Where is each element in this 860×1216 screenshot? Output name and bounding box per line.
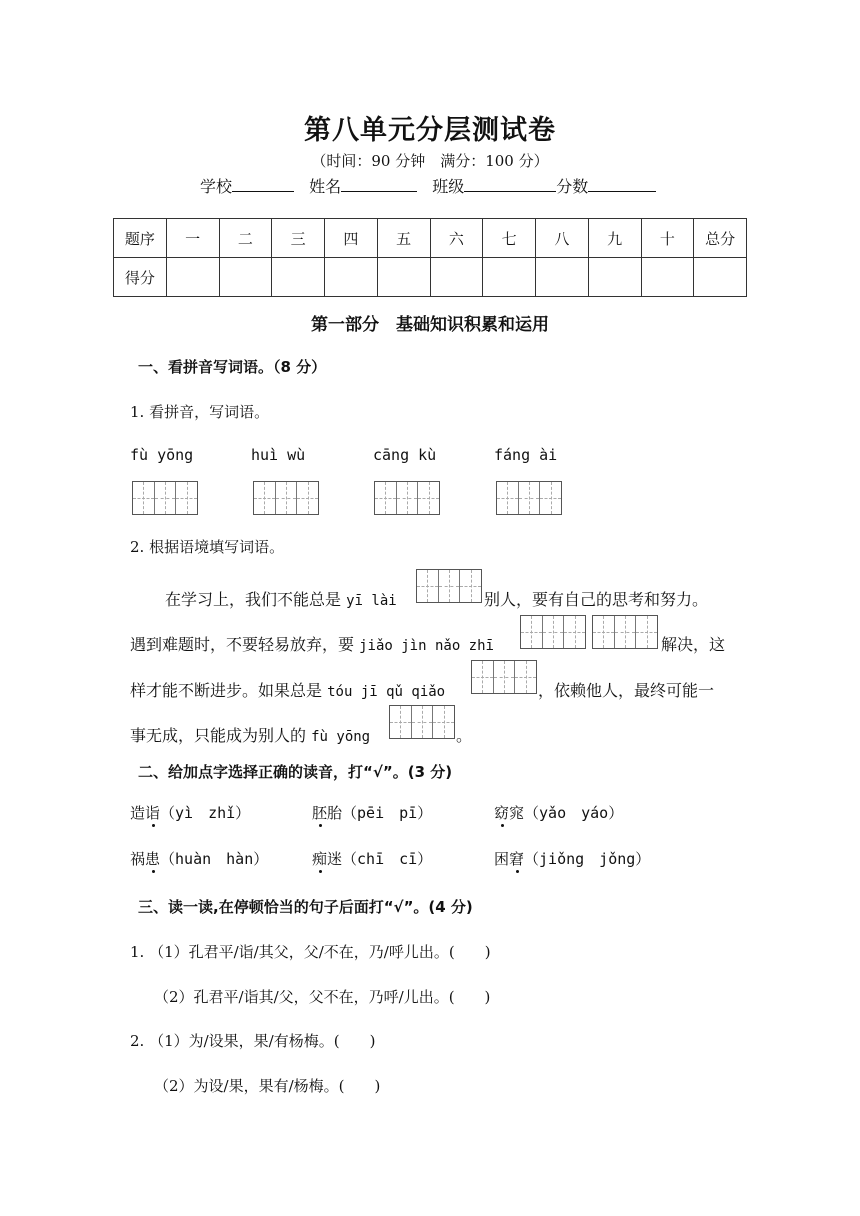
score-cell[interactable] — [694, 258, 747, 297]
writing-grid[interactable] — [416, 569, 482, 603]
context-pinyin: fù yōng — [311, 729, 371, 745]
dotted-character: 患 — [145, 850, 161, 868]
pause-choice-line[interactable]: 2. （1）为/设果，果/有杨梅。( ) — [130, 1032, 376, 1050]
writing-grid[interactable] — [520, 615, 586, 649]
context-text: 解决，这 — [661, 635, 726, 654]
pronunciation-options[interactable]: （chī cī） — [342, 850, 433, 868]
pause-choice-line[interactable]: （2）孔君平/诣其/父，父不在，乃呼/儿出。( ) — [154, 988, 491, 1006]
pinyin-prompt: cāng kù — [373, 446, 437, 464]
school-blank[interactable] — [232, 175, 294, 192]
context-paragraph-line — [165, 588, 397, 613]
score-cell[interactable] — [588, 258, 641, 297]
score-cell[interactable] — [166, 258, 219, 297]
score-cell[interactable] — [219, 258, 272, 297]
score-row-label: 得分 — [114, 258, 167, 297]
pronunciation-options[interactable]: （yì zhǐ） — [160, 804, 251, 822]
score-cell[interactable] — [641, 258, 694, 297]
score-table-header-cell: 七 — [483, 219, 536, 258]
pronunciation-item: 痴迷（chī cī） — [312, 850, 433, 868]
writing-grid[interactable] — [253, 481, 319, 515]
context-text: 。 — [456, 726, 473, 745]
pronunciation-item: 窈窕（yǎo yáo） — [494, 804, 624, 822]
context-pinyin: jiǎo jìn nǎo zhī — [359, 638, 494, 654]
score-cell[interactable] — [483, 258, 536, 297]
context-text: 别人，要有自己的思考和努力。 — [484, 590, 709, 609]
dotted-character: 痴 — [312, 850, 328, 868]
pronunciation-options[interactable]: （pēi pī） — [342, 804, 433, 822]
score-table-header-cell: 八 — [536, 219, 589, 258]
score-cell[interactable] — [325, 258, 378, 297]
score-label: 分数 — [556, 177, 589, 196]
context-paragraph-line — [130, 679, 445, 704]
score-table-header-cell: 六 — [430, 219, 483, 258]
dotted-character: 胚 — [312, 804, 328, 822]
score-table-header-cell: 二 — [219, 219, 272, 258]
pause-choice-line[interactable]: 1. （1）孔君平/诣/其父，父/不在，乃/呼儿出。( ) — [130, 943, 491, 961]
pinyin-prompt: huì wù — [251, 446, 306, 464]
section-one-heading: 一、看拼音写词语。（8 分） — [138, 358, 327, 376]
writing-grid[interactable] — [389, 705, 455, 739]
pronunciation-options[interactable]: （yǎo yáo） — [524, 804, 624, 822]
section-three-heading: 三、读一读,在停顿恰当的句子后面打“√”。(4 分) — [138, 898, 473, 916]
context-paragraph-line — [130, 724, 370, 749]
name-blank[interactable] — [341, 175, 417, 192]
score-table-header-cell: 五 — [377, 219, 430, 258]
score-table-header-cell: 总分 — [694, 219, 747, 258]
pinyin-prompt: fáng ài — [494, 446, 558, 464]
context-text: 事无成，只能成为别人的 — [130, 726, 307, 745]
dotted-character: 窘 — [509, 850, 525, 868]
question-one-one: 1. 看拼音，写词语。 — [130, 403, 270, 421]
writing-grid[interactable] — [374, 481, 440, 515]
score-cell[interactable] — [536, 258, 589, 297]
context-pinyin: tóu jī qǔ qiǎo — [327, 684, 446, 700]
school-label: 学校 — [200, 177, 233, 196]
context-text: 在学习上，我们不能总是 — [165, 590, 342, 609]
question-one-two: 2. 根据语境填写词语。 — [130, 538, 285, 556]
pause-choice-line[interactable]: （2）为设/果，果有/杨梅。( ) — [154, 1077, 381, 1095]
pinyin-prompt: fù yōng — [130, 446, 194, 464]
context-text: ，依赖他人，最终可能一 — [538, 681, 715, 700]
part-one-heading: 第一部分 基础知识积累和运用 — [311, 315, 549, 335]
score-table-header-cell: 九 — [588, 219, 641, 258]
score-table-header-cell: 十 — [641, 219, 694, 258]
pronunciation-options[interactable]: （huàn hàn） — [160, 850, 269, 868]
class-blank[interactable] — [464, 175, 556, 192]
writing-grid[interactable] — [471, 660, 537, 694]
score-table-header-cell: 一 — [166, 219, 219, 258]
pronunciation-item: 困窘（jiǒng jǒng） — [494, 850, 651, 868]
score-table-header-cell: 题序 — [114, 219, 167, 258]
writing-grid[interactable] — [496, 481, 562, 515]
class-label: 班级 — [432, 177, 465, 196]
score-table — [113, 218, 747, 297]
writing-grid[interactable] — [132, 481, 198, 515]
pronunciation-item: 胚胎（pēi pī） — [312, 804, 433, 822]
context-text: 遇到难题时，不要轻易放弃，要 — [130, 635, 355, 654]
score-blank[interactable] — [588, 175, 656, 192]
pronunciation-options[interactable]: （jiǒng jǒng） — [524, 850, 651, 868]
score-table-header-cell: 三 — [272, 219, 325, 258]
dotted-character: 窈 — [494, 804, 510, 822]
score-cell[interactable] — [272, 258, 325, 297]
dotted-character: 诣 — [145, 804, 161, 822]
context-paragraph-line — [130, 633, 494, 658]
student-info-line — [200, 174, 656, 197]
name-label: 姓名 — [309, 177, 342, 196]
context-pinyin: yī lài — [346, 593, 397, 609]
writing-grid[interactable] — [592, 615, 658, 649]
score-table-score-row — [114, 258, 747, 297]
score-cell[interactable] — [377, 258, 430, 297]
section-two-heading: 二、给加点字选择正确的读音，打“√”。(3 分) — [138, 763, 453, 781]
pronunciation-item: 造诣（yì zhǐ） — [130, 804, 251, 822]
page-title: 第八单元分层测试卷 — [304, 115, 556, 146]
exam-subtitle: （时间：90 分钟 满分：100 分） — [311, 152, 549, 170]
score-cell[interactable] — [430, 258, 483, 297]
score-table-header-cell: 四 — [325, 219, 378, 258]
score-table-header-row — [114, 219, 747, 258]
context-text: 样才能不断进步。如果总是 — [130, 681, 323, 700]
pronunciation-item: 祸患（huàn hàn） — [130, 850, 269, 868]
